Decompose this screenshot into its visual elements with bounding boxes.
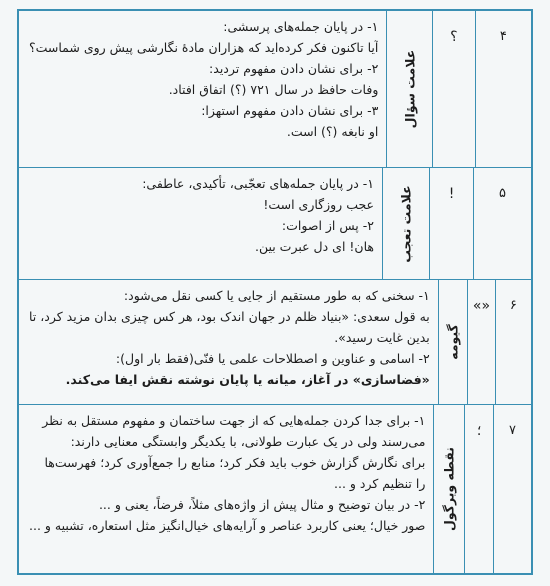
punctuation-table [17, 9, 533, 575]
usage-example: عجب روزگاری است! [263, 197, 374, 212]
usage-example: آیا تاکنون فکر کرده‌اید که هزاران مادهٔ نگارشی پیش روی شماست؟ [28, 40, 379, 55]
row-number: ۶ [495, 280, 531, 404]
usage-rule: ۱- سخنی که به طور مستقیم از جایی یا کسی نقل می‌شود: [123, 288, 430, 303]
table-row [19, 279, 531, 404]
usage-example: صور خیال؛ یعنی کاربرد عناصر و آرایه‌های خیال‌انگیز مثل استعاره، تشبیه و ... [29, 518, 426, 533]
punctuation-name-cell [386, 11, 432, 167]
usage-example: بدین غایت رسید». [334, 330, 430, 345]
punctuation-symbol: ؛ [464, 405, 493, 573]
usage-rule: ۲- پس از اصوات: [281, 218, 374, 233]
punctuation-name-cell [433, 405, 464, 573]
punctuation-name-cell [438, 280, 467, 404]
usage-rule: ۲- برای نشان دادن مفهوم تردید: [209, 61, 379, 76]
punctuation-symbol: ! [429, 168, 473, 279]
usage-rule: ۱- در پایان جمله‌های پرسشی: [223, 19, 379, 34]
table-row [19, 404, 531, 573]
usage-description [19, 280, 438, 404]
usage-rule: ۳- برای نشان دادن مفهوم استهزا: [201, 103, 379, 118]
usage-example: برای نگارش گزارش خوب باید فکر کرد؛ منابع را جمع‌آوری کرد؛ فهرست‌ها [44, 455, 426, 470]
usage-example: را تنظیم کرد و ... [334, 476, 426, 491]
table-row [19, 11, 531, 167]
usage-rule: ۲- در بیان توضیح و مثال پیش از واژه‌های مثلاً، فرضاً، یعنی و ... [98, 497, 426, 512]
usage-rule: ۱- در پایان جمله‌های تعجّبی، تأکیدی، عاطفی: [142, 176, 374, 191]
usage-description [19, 405, 433, 573]
row-number: ۴ [475, 11, 531, 167]
usage-rule: ۱- برای جدا کردن جمله‌هایی که از جهت ساختمان و مفهوم مستقل به نظر [42, 413, 426, 428]
punctuation-name: علامت سؤال [402, 49, 418, 129]
punctuation-symbol: ؟ [432, 11, 475, 167]
usage-example: «فضاسازی» در آغاز، میانه یا پایان نوشته نقش ایفا می‌کند. [65, 372, 430, 387]
punctuation-name-cell [382, 168, 429, 279]
punctuation-name: نقطه ویرگول [441, 447, 457, 531]
usage-example: او نابغه (؟) است. [286, 124, 379, 139]
row-number: ۷ [493, 405, 531, 573]
usage-example: هان! ای دل عبرت بین. [254, 239, 374, 254]
usage-rule: می‌رسند ولی در یک عبارت طولانی، با یکدیگر وابستگی معنایی دارند: [70, 434, 426, 449]
usage-description [19, 11, 386, 167]
usage-description [19, 168, 382, 279]
punctuation-name: علامت تعجب [398, 184, 414, 263]
usage-example: وفات حافظ در سال ۷۲۱ (؟) اتفاق افتاد. [168, 82, 379, 97]
punctuation-symbol: «» [467, 280, 495, 404]
row-number: ۵ [473, 168, 531, 279]
punctuation-name: گیومه [445, 324, 461, 360]
table-row [19, 167, 531, 279]
usage-rule: ۲- اسامی و عناوین و اصطلاحات علمی یا فنّی(فقط بار اول): [115, 351, 430, 366]
usage-example: به قول سعدی: «بنیاد ظلم در جهان اندک بود، هر کس چیزی بدان مزید کرد، تا [29, 309, 430, 324]
